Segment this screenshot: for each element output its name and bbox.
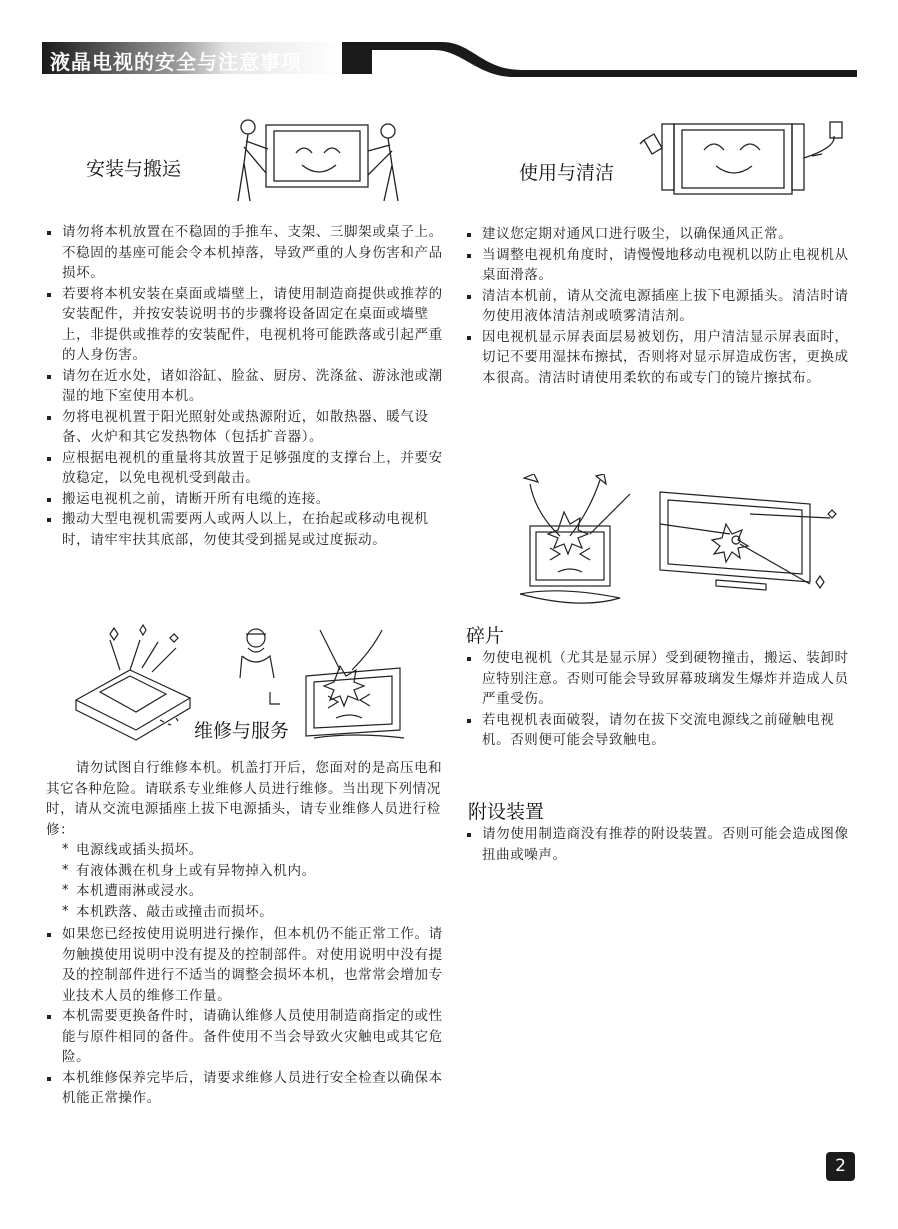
condition-list — [46, 840, 446, 922]
accessory-item: 请勿使用制造商没有推荐的附设装置。否则可能会造成图像扭曲或噪声。 — [466, 824, 858, 865]
install-title: 安装与搬运 — [86, 158, 182, 180]
use-item: 因电视机显示屏表面层易被划伤，用户清洁显示屏表面时，切记不要用湿抹布擦拭，否则将对显示屏造成伤害，更换成本很高。清洁时请使用柔软的布或专门的镜片擦拭布。 — [466, 327, 858, 389]
condition-item — [46, 840, 446, 922]
debris-list — [466, 648, 858, 751]
broken-tv-illustration — [510, 474, 850, 614]
debris-title: 碎片 — [466, 625, 505, 647]
service-item: 如果您已经按使用说明进行操作，但本机仍不能正常工作。请勿触摸使用说明中没有提及的控制部件。对使用说明中没有提及的控制部件进行不适当的调整会损坏本机，也常常会增加专业技术人员的维修工作量。 — [46, 924, 446, 1006]
install-item: 搬运电视机之前，请断开所有电缆的连接。 — [46, 489, 444, 510]
service-intro: 请勿试图自行维修本机。机盖打开后，您面对的是高压电和其它各种危险。请联系专业维修人员进行维修。当出现下列情况时，请从交流电源插座上拔下电源插头，请专业维修人员进行检修： — [46, 760, 443, 838]
tv-cleaning-illustration — [634, 118, 854, 200]
use-item: 建议您定期对通风口进行吸尘，以确保通风正常。 — [466, 224, 858, 245]
service-list — [46, 924, 446, 1109]
install-item: 请勿在近水处，诸如浴缸、脸盆、厨房、洗涤盆、游泳池或潮湿的地下室使用本机。 — [46, 366, 444, 407]
debris-item: 若电视机表面破裂，请勿在拔下交流电源线之前碰触电视机。否则便可能会导致触电。 — [466, 710, 858, 751]
page-number: 2 — [826, 1152, 855, 1181]
condition-item: * 有液体溅在机身上或有异物掉入机内。 — [46, 861, 446, 882]
install-item: 勿将电视机置于阳光照射处或热源附近，如散热器、暖气设备、火炉和其它发热物体（包括扩音器）。 — [46, 407, 444, 448]
use-item: 当调整电视机角度时，请慢慢地移动电视机以防止电视机从桌面滑落。 — [466, 245, 858, 286]
service-item: 本机需要更换备件时，请确认维修人员使用制造商指定的或性能与原件相同的备件。备件使用不当会导致火灾触电或其它危险。 — [46, 1006, 446, 1068]
install-item: 请勿将本机放置在不稳固的手推车、支架、三脚架或桌子上。不稳固的基座可能会令本机掉落，导致严重的人身伤害和产品损坏。 — [46, 222, 444, 284]
service-item: 本机维修保养完毕后，请要求维修人员进行安全检查以确保本机能正常操作。 — [46, 1068, 446, 1109]
service-conditions — [46, 840, 446, 922]
accessory-list — [466, 824, 858, 865]
install-item: 若要将本机安装在桌面或墙壁上，请使用制造商提供或推荐的安装配件，并按安装说明书的步骤将设备固定在桌面或墙壁上，非提供或推荐的安装配件，电视机将可能跌落或引起严重的人身伤害。 — [46, 284, 444, 366]
use-title: 使用与清洁 — [519, 162, 615, 184]
install-item: 应根据电视机的重量将其放置于足够强度的支撑台上，并要安放稳定，以免电视机受到敲击。 — [46, 448, 444, 489]
use-list — [466, 224, 858, 388]
condition-item: * 本机遭雨淋或浸水。 — [46, 881, 446, 902]
accessory-title: 附设装置 — [468, 801, 545, 823]
install-list — [46, 222, 444, 550]
condition-item: * 电源线或插头损坏。 — [46, 840, 446, 861]
condition-item: * 本机跌落、敲击或撞击而损坏。 — [46, 902, 446, 923]
service-title: 维修与服务 — [194, 720, 290, 742]
page-title: 液晶电视的安全与注意事项 — [50, 50, 302, 74]
use-item: 清洁本机前，请从交流电源插座上拔下电源插头。清洁时请勿使用液体清洁剂或喷雾清洁剂。 — [466, 286, 858, 327]
debris-item: 勿使电视机（尤其是显示屏）受到硬物撞击，搬运、装卸时应特别注意。否则可能会导致屏幕玻璃发生爆炸并造成人员严重受伤。 — [466, 648, 858, 710]
install-item: 搬动大型电视机需要两人或两人以上，在抬起或移动电视机时，请牢牢扶其底部，勿使其受到摇晃或过度振动。 — [46, 509, 444, 550]
tv-carry-illustration — [230, 113, 410, 203]
